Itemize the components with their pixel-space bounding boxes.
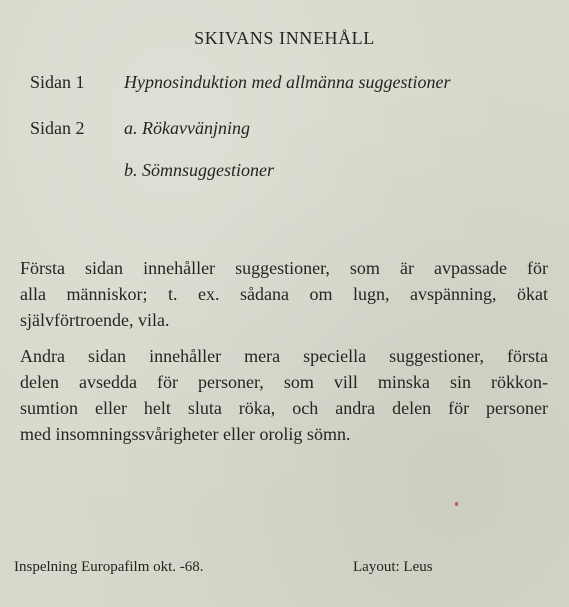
track-title: b. Sömnsuggestioner bbox=[124, 160, 274, 180]
description-paragraph-side-2 bbox=[20, 343, 548, 447]
paragraph-line: delen avsedda för personer, som vill minska sin rökkon- bbox=[20, 372, 548, 392]
page-title: SKIVANS INNEHÅLL bbox=[194, 28, 375, 48]
recording-credit: Inspelning Europafilm okt. -68. bbox=[14, 559, 204, 575]
description-paragraph-side-1 bbox=[20, 255, 548, 333]
paragraph-line: med insomningssvårigheter eller orolig sömn. bbox=[20, 424, 351, 444]
track-title: Hypnosinduktion med allmänna suggestioner bbox=[124, 72, 451, 92]
ink-speck bbox=[455, 502, 458, 506]
paragraph-line: Andra sidan innehåller mera speciella suggestioner, första bbox=[20, 346, 548, 366]
side-label: Sidan 2 bbox=[30, 118, 85, 138]
paragraph-line: Första sidan innehåller suggestioner, som är avpassade för bbox=[20, 258, 548, 278]
paragraph-line: självförtroende, vila. bbox=[20, 310, 170, 330]
layout-credit: Layout: Leus bbox=[353, 559, 433, 575]
paragraph-line: alla människor; t. ex. sådana om lugn, avspänning, ökat bbox=[20, 284, 548, 304]
side-label: Sidan 1 bbox=[30, 72, 85, 92]
paragraph-line: sumtion eller helt sluta röka, och andra delen för personer bbox=[20, 398, 548, 418]
track-title: a. Rökavvänjning bbox=[124, 118, 250, 138]
